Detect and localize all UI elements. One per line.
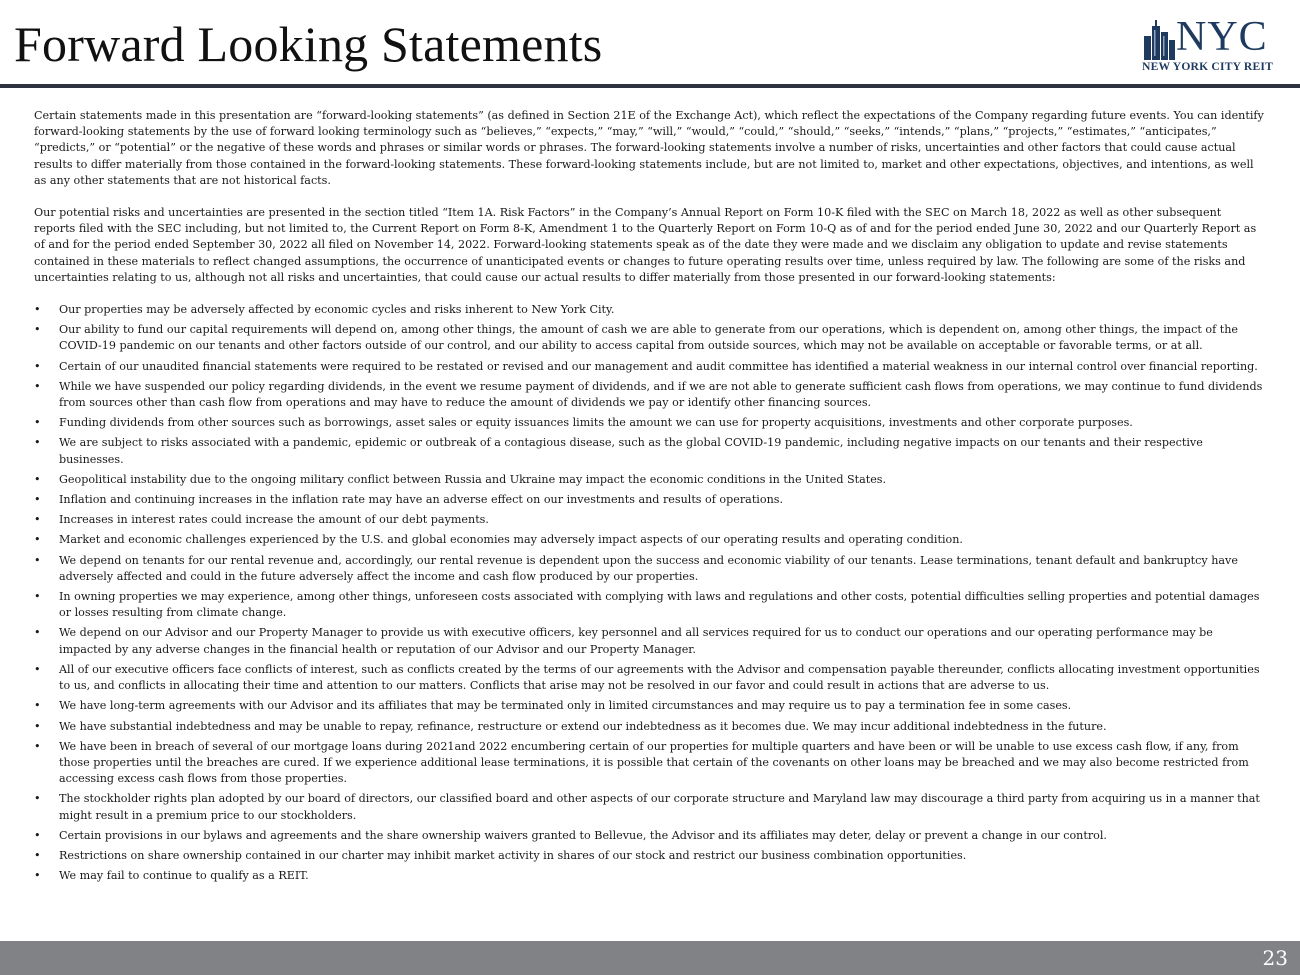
bullet-icon: •: [34, 828, 41, 842]
bullet-icon: •: [34, 662, 41, 676]
bullet-icon: •: [34, 699, 41, 713]
list-item-text: Market and economic challenges experienced by the U.S. and global economies may adversely impact aspects of our operating results and operating condition.: [59, 533, 963, 547]
list-item: [34, 828, 1266, 844]
bullet-icon: •: [34, 869, 41, 883]
list-item: [34, 379, 1266, 411]
list-item: [34, 532, 1266, 548]
bullet-icon: •: [34, 303, 41, 317]
logo-wordmark: NYC: [1176, 14, 1268, 60]
bullet-icon: •: [34, 848, 41, 862]
list-item: [34, 492, 1266, 508]
list-item: [34, 512, 1266, 528]
list-item: [34, 868, 1266, 884]
list-item-text: Increases in interest rates could increase the amount of our debt payments.: [59, 513, 489, 527]
list-item: [34, 472, 1266, 488]
list-item-text: Certain provisions in our bylaws and agreements and the share ownership waivers granted to Bellevue, the Advisor and its affiliates may deter, delay or prevent a change in our control.: [59, 828, 1107, 842]
bullet-icon: •: [34, 436, 41, 450]
bullet-icon: •: [34, 590, 41, 604]
list-item-text: Geopolitical instability due to the ongoing military conflict between Russia and Ukraine may impact the economic conditions in the United States.: [59, 472, 887, 486]
list-item-text: All of our executive officers face conflicts of interest, such as conflicts created by the terms of our agreements with the Advisor and compensation payable thereunder, conflicts allocating investment opportunities to us, and conflicts in allocating their time and attention to our matters. Conflicts that arise may not be resolved in our favor and could result in actions that are adverse to us.: [59, 662, 1260, 693]
slide-header: [0, 0, 1300, 90]
list-item: [34, 662, 1266, 694]
header-divider: [0, 84, 1300, 88]
list-item: [34, 322, 1266, 354]
bullet-icon: •: [34, 719, 41, 733]
list-item-text: The stockholder rights plan adopted by our board of directors, our classified board and other aspects of our corporate structure and Maryland law may discourage a third party from acquiring us in a manner that might result in a premium price to our stockholders.: [59, 792, 1260, 822]
page-number: 23: [1262, 946, 1288, 970]
list-item-text: We may fail to continue to qualify as a REIT.: [59, 869, 309, 883]
list-item: [34, 739, 1266, 788]
bullet-icon: •: [34, 493, 41, 507]
bullet-icon: •: [34, 626, 41, 640]
risk-factor-list: [34, 302, 1266, 884]
list-item-text: We have been in breach of several of our mortgage loans during 2021and 2022 encumbering certain of our properties for multiple quarters and have been or will be unable to use excess cash flow, if any, from those properties until the breaches are cured. If we experience additional lease terminations, it is possible that certain of the covenants on other loans may be breached and we may also become restricted from accessing excess cash flows from those properties.: [59, 739, 1249, 786]
page-title: Forward Looking Statements: [14, 16, 603, 72]
bullet-icon: •: [34, 739, 41, 753]
bullet-icon: •: [34, 416, 41, 430]
list-item: [34, 415, 1266, 431]
bullet-icon: •: [34, 472, 41, 486]
bullet-icon: •: [34, 359, 41, 373]
bullet-icon: •: [34, 513, 41, 527]
bullet-icon: •: [34, 533, 41, 547]
list-item-text: Restrictions on share ownership contained in our charter may inhibit market activity in shares of our stock and restrict our business combination opportunities.: [59, 848, 967, 862]
list-item: [34, 625, 1266, 657]
list-item-text: We have substantial indebtedness and may be unable to repay, refinance, restructure or extend our indebtedness as it becomes due. We may incur additional indebtedness in the future.: [59, 719, 1107, 733]
risks-paragraph: Our potential risks and uncertainties are presented in the section titled “Item 1A. Risk Factors” in the Company’s Annual Report on Form 10-K filed with the SEC on March 18, 2022 as well as other subsequent reports filed with the SEC including, but not limited to, the Current Report on Form 8-K, Amendment 1 to the Quarterly Report on Form 10-Q as of and for the period ended June 30, 2022 and our Quarterly Report as of and for the period ended September 30, 2022 all filed on November 14, 2022. Forward-looking statements speak as of the date they were made and we disclaim any obligation to update and revise statements contained in these materials to reflect changed assumptions, the occurrence of unanticipated events or changes to future operating results over time, unless required by law. The following are some of the risks and uncertainties relating to us, although not all risks and uncertainties, that could cause our actual results to differ materially from those presented in our forward-looking statements:: [34, 206, 1257, 284]
slide-body: [34, 108, 1266, 888]
list-item-text: Funding dividends from other sources such as borrowings, asset sales or equity issuances limits the amount we can use for property acquisitions, investments and other corporate purposes.: [59, 416, 1133, 430]
list-item-text: We are subject to risks associated with a pandemic, epidemic or outbreak of a contagious disease, such as the global COVID-19 pandemic, including negative impacts on our tenants and their respective businesses.: [59, 436, 1203, 466]
list-item-text: While we have suspended our policy regarding dividends, in the event we resume payment of dividends, and if we are not able to generate sufficient cash flows from operations, we may continue to fund dividends from sources other than cash flow from operations and may have to reduce the amount of dividends we pay or identify other financing sources.: [59, 379, 1263, 410]
list-item-text: Certain of our unaudited financial statements were required to be restated or revised and our management and audit committee has identified a material weakness in our internal control over financial reporting.: [59, 359, 1258, 373]
list-item-text: Our properties may be adversely affected by economic cycles and risks inherent to New York City.: [59, 303, 615, 317]
logo-subtitle: NEW YORK CITY REIT: [1142, 60, 1274, 73]
list-item-text: Inflation and continuing increases in the inflation rate may have an adverse effect on our investments and results of operations.: [59, 493, 783, 507]
list-item: [34, 791, 1266, 823]
list-item: [34, 589, 1266, 621]
slide-footer: [0, 941, 1300, 975]
list-item-text: Our ability to fund our capital requirements will depend on, among other things, the amount of cash we are able to generate from our operations, which is dependent on, among other things, the impact of the COVID-19 pandemic on our tenants and other factors outside of our control, and our ability to access capital from outside sources, which may not be available on acceptable or favorable terms, or at all.: [59, 323, 1239, 353]
list-item: [34, 848, 1266, 864]
list-item: [34, 302, 1266, 318]
bullet-icon: •: [34, 792, 41, 806]
list-item-text: We have long-term agreements with our Advisor and its affiliates that may be terminated only in limited circumstances and may require us to pay a termination fee in some cases.: [59, 699, 1072, 713]
list-item: [34, 359, 1266, 375]
list-item-text: We depend on our Advisor and our Property Manager to provide us with executive officers, key personnel and all services required for us to conduct our operations and our operating performance may be impacted by any adverse changes in the financial health or reputation of our Advisor and our Property Manager.: [59, 626, 1213, 656]
list-item: [34, 553, 1266, 585]
intro-paragraph: Certain statements made in this presentation are “forward-looking statements” (as defined in Section 21E of the Exchange Act), which reflect the expectations of the Company regarding future events. You can identify forward-looking statements by the use of forward looking terminology such as “believes,” “expects,” “may,” “will,” “would,” “could,” “should,” “seeks,” “intends,” “plans,” “projects,” “estimates,” “anticipates,” “predicts,” or “potential” or the negative of these words and phrases or similar words or phrases. The forward-looking statements involve a number of risks, uncertainties and other factors that could cause actual results to differ materially from those contained in the forward-looking statements. These forward-looking statements include, but are not limited to, market and other expectations, objectives, and intentions, as well as any other statements that are not historical facts.: [34, 109, 1264, 187]
list-item: [34, 698, 1266, 714]
list-item: [34, 719, 1266, 735]
bullet-icon: •: [34, 379, 41, 393]
list-item-text: We depend on tenants for our rental revenue and, accordingly, our rental revenue is dependent upon the success and economic viability of our tenants. Lease terminations, tenant default and bankruptcy have adversely affected and could in the future adversely affect the income and cash flow produced by our properties.: [59, 553, 1238, 583]
bullet-icon: •: [34, 323, 41, 337]
bullet-icon: •: [34, 553, 41, 567]
list-item: [34, 435, 1266, 467]
nyc-reit-logo: [1140, 14, 1280, 76]
list-item-text: In owning properties we may experience, among other things, unforeseen costs associated with complying with laws and regulations and other costs, potential difficulties selling properties and potential damages or losses resulting from climate change.: [59, 590, 1260, 620]
